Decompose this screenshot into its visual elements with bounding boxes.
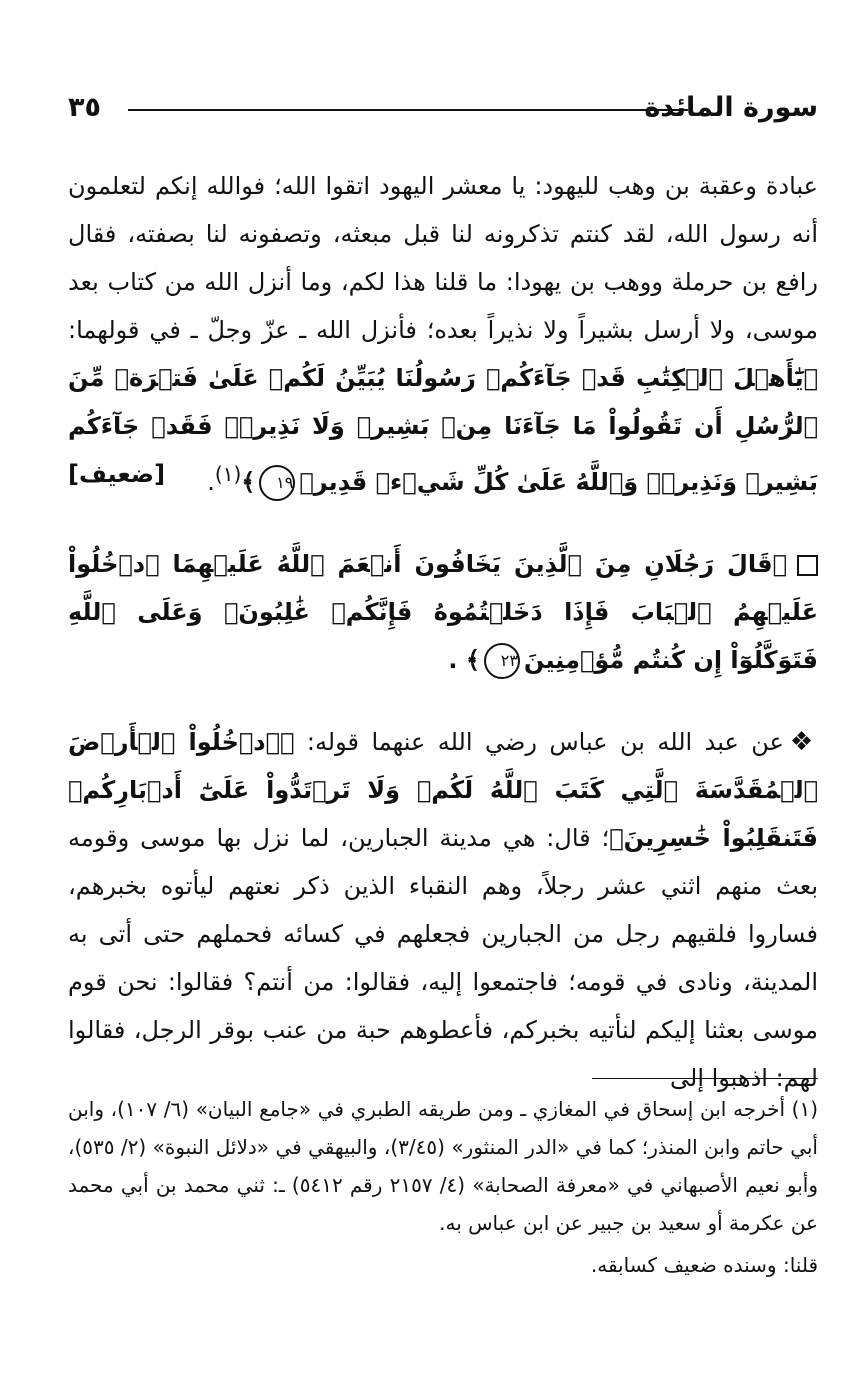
header-rule (128, 109, 688, 111)
page-header (68, 88, 818, 128)
grade-label: [ضعيف] (68, 460, 166, 488)
quran-verse-maidah-21: ﴿ٱدۡخُلُواْ ٱلۡأَرۡضَ ٱلۡمُقَدَّسَةَ ٱلَّتِي كَتَبَ ٱللَّهُ لَكُمۡ وَلَا تَرۡتَدُّواْ عَلَىٰٓ أَدۡبَارِكُمۡ فَتَنقَلِبُواْ خَٰسِرِينَ﴾ (68, 728, 818, 852)
verse-close: ﴾ . (448, 646, 480, 674)
footnote-1: (١) أخرجه ابن إسحاق في المغازي ـ ومن طريقه الطبري في «جامع البيان» (٦/ ١٠٧)، وابن أبي حاتم وابن المنذر؛ كما في «الدر المنثور» (٣/٤٥)، والبيهقي في «دلائل النبوة» (٢/ ٥٣٥)، وأبو نعيم الأصبهاني في «معرفة الصحابة» (٤/ ٢١٥٧ رقم ٥٤١٢) ـ: ثني محمد بن أبي محمد عن عكرمة أو سعيد بن جبير عن ابن عباس به. (68, 1097, 818, 1235)
quran-verse-maidah-19: ﴿يَٰٓأَهۡلَ ٱلۡكِتَٰبِ قَدۡ جَآءَكُمۡ رَسُولُنَا يُبَيِّنُ لَكُمۡ عَلَىٰ فَتۡرَةٖ مِّنَ ٱلرُّسُلِ أَن تَقُولُواْ مَا جَآءَنَا مِنۢ بَشِيرٖ وَلَا نَذِيرٖۖ فَقَدۡ جَآءَكُم بَشِيرٞ وَنَذِيرٞۗ وَٱللَّهُ عَلَىٰ كُلِّ شَيۡءٖ قَدِيرٞ (68, 364, 818, 496)
surah-title: سورة المائدة (644, 92, 818, 123)
paragraph-3 (68, 718, 818, 1102)
footnotes (68, 1090, 818, 1284)
footnote-rule (592, 1078, 818, 1079)
ayah-number-icon: ٢٣ (484, 643, 520, 679)
quran-verse-maidah-23: ﴿قَالَ رَجُلَانِ مِنَ ٱلَّذِينَ يَخَافُونَ أَنۡعَمَ ٱللَّهُ عَلَيۡهِمَا ٱدۡخُلُواْ عَلَيۡهِمُ ٱلۡبَابَ فَإِذَا دَخَلۡتُمُوهُ فَإِنَّكُمۡ غَٰلِبُونَۚ وَعَلَى ٱللَّهِ فَتَوَكَّلُوٓاْ إِن كُنتُم مُّؤۡمِنِينَ (68, 550, 818, 674)
footnote-ref[interactable]: (١) (214, 462, 242, 486)
ayah-number-icon: ١٩ (259, 465, 295, 501)
diamond-bullet-icon: ❖ (789, 727, 819, 757)
square-bullet-icon (797, 555, 818, 576)
verse-close: ﴾ (241, 468, 256, 496)
footnote-1-note: قلنا: وسنده ضعيف كسابقه. (590, 1253, 818, 1277)
page-number: ٣٥ (68, 92, 101, 123)
paragraph-3-intro: عن عبد الله بن عباس رضي الله عنهما قوله: (294, 728, 784, 756)
paragraph-2 (68, 540, 818, 684)
paragraph-1 (68, 162, 818, 506)
paragraph-3-text: ؛ قال: هي مدينة الجبارين، لما نزل بها موسى وقومه بعث منهم اثني عشر رجلاً، وهم النقباء الذين ذكر نعتهم ليأتوه بخبرهم، فساروا فلقيهم رجل من الجبارين فجعلهم في كسائه فحملهم حتى أتى به المدينة، ونادى في قومه؛ فاجتمعوا إليه، فقالوا: من أنتم؟ فقالوا: نحن قوم موسى بعثنا إليكم لنأتيه بخبركم، فأعطوهم حبة من عنب بوقر الرجل، فقالوا لهم: اذهبوا إلى (68, 824, 818, 1092)
sentence-end: . (207, 468, 215, 496)
paragraph-1-text: عبادة وعقبة بن وهب لليهود: يا معشر اليهود اتقوا الله؛ فوالله إنكم لتعلمون أنه رسول الله، لقد كنتم تذكرونه لنا قبل مبعثه، وتصفونه لنا بصفته، فقال رافع بن حرملة ووهب بن يهودا: ما قلنا هذا لكم، وما أنزل الله من كتاب بعد موسى، ولا أرسل بشيراً ولا نذيراً بعده؛ فأنزل الله ـ عزّ وجلّ ـ في قولهما: (68, 172, 818, 344)
